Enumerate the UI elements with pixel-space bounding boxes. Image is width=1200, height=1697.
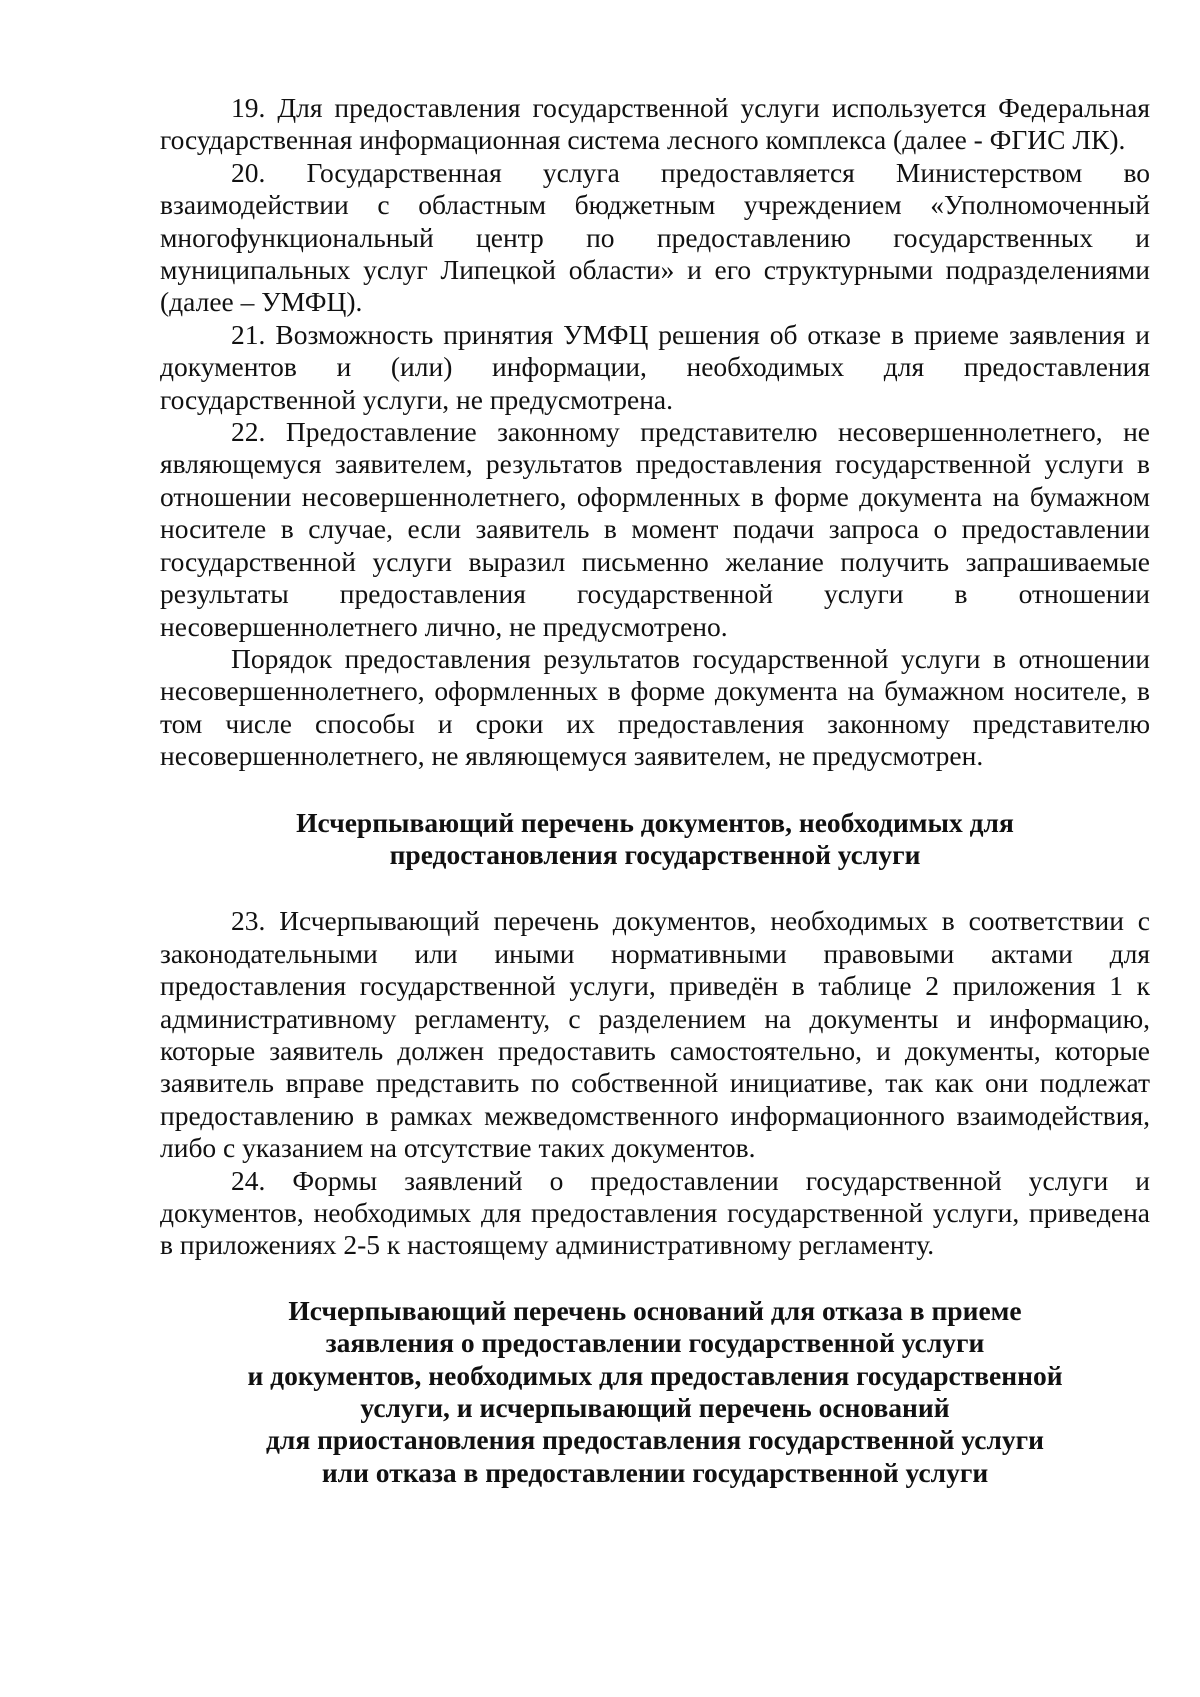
- heading-line: и документов, необходимых для предоставления государственной: [247, 1359, 1063, 1391]
- paragraph-21: 21. Возможность принятия УМФЦ решения об отказе в приеме заявления и документов и (или) информации, необходимых для предоставления государственной услуги, не предусмотрена.: [160, 318, 1150, 415]
- heading-line: Исчерпывающий перечень оснований для отказа в приеме: [288, 1294, 1022, 1326]
- heading-line: или отказа в предоставлении государственной услуги: [321, 1456, 989, 1488]
- paragraph-order: Порядок предоставления результатов государственной услуги в отношении несовершеннолетнего, оформленных в форме документа на бумажном носителе, в том числе способы и сроки их предоставления законному представителю несовершеннолетнего, не являющемуся заявителем, не предусмотрен.: [160, 642, 1150, 772]
- heading-line: заявления о предоставлении государственной услуги: [325, 1327, 985, 1359]
- section-heading-refusal-grounds: [160, 1295, 1150, 1489]
- heading-line: услуги, и исчерпывающий перечень оснований: [360, 1392, 950, 1424]
- section-heading-documents: Исчерпывающий перечень документов, необходимых для предостановления государственной услуги: [296, 806, 1014, 870]
- paragraph-19: 19. Для предоставления государственной услуги используется Федеральная государственная информационная система лесного комплекса (далее - ФГИС ЛК).: [160, 92, 1150, 156]
- paragraph-24: 24. Формы заявлений о предоставлении государственной услуги и документов, необходимых для предоставления государственной услуги, приведена в приложениях 2-5 к настоящему административному регламенту.: [160, 1164, 1150, 1261]
- heading-line: для приостановления предоставления государственной услуги: [265, 1424, 1045, 1456]
- paragraph-23: 23. Исчерпывающий перечень документов, необходимых в соответствии с законодательными или иными нормативными правовыми актами для предоставления государственной услуги, приведён в таблице 2 приложения 1 к административному регламенту, с разделением на документы и информацию, которые заявитель должен предоставить самостоятельно, и документы, которые заявитель вправе представить по собственной инициативе, так как они подлежат предоставлению в рамках межведомственного информационного взаимодействия, либо с указанием на отсутствие таких документов.: [160, 905, 1150, 1164]
- paragraph-22: 22. Предоставление законному представителю несовершеннолетнего, не являющемуся заявителем, результатов предоставления государственной услуги в отношении несовершеннолетнего, оформленных в форме документа на бумажном носителе в случае, если заявитель в момент подачи запроса о предоставлении государственной услуги выразил письменно желание получить запрашиваемые результаты предоставления государственной услуги в отношении несовершеннолетнего лично, не предусмотрено.: [160, 416, 1150, 642]
- paragraph-20: 20. Государственная услуга предоставляется Министерством во взаимодействии с областным бюджетным учреждением «Уполномоченный многофункциональный центр по предоставлению государственных и муниципальных услуг Липецкой области» и его структурными подразделениями (далее – УМФЦ).: [160, 156, 1150, 318]
- document-page: [160, 92, 1150, 1489]
